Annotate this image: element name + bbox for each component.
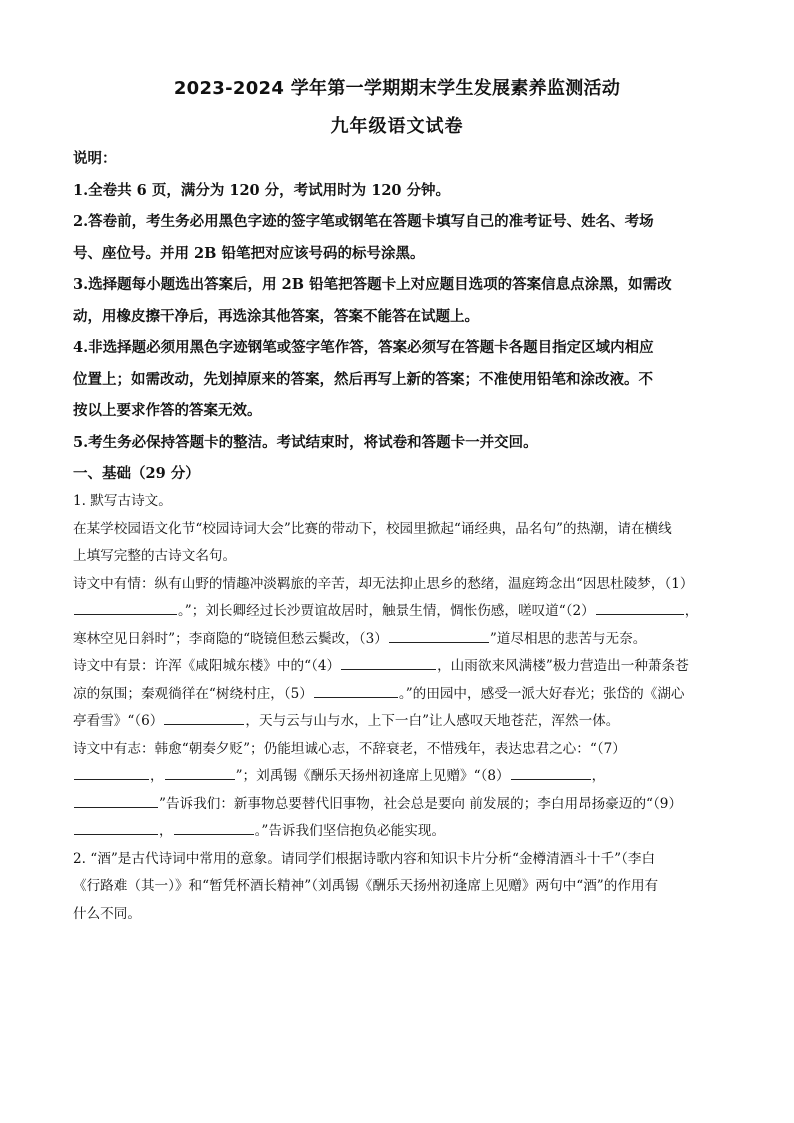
text-segment: ”；刘禹锡《酬乐天扬州初逢席上见赠》“（8） xyxy=(235,768,510,784)
question-2-text: 《行路难（其一）》和“暂凭杯酒长精神”（刘禹锡《酬乐天扬州初逢席上见赠》两句中“酒”的作用有 xyxy=(73,878,659,894)
answer-blank-9b[interactable] xyxy=(174,820,254,835)
question-2-text: 2. “酒”是古代诗词中常用的意象。请同学们根据诗歌内容和知识卡片分析“金樽清酒斗十千”（李白 xyxy=(73,850,656,867)
instruction-line: 按以上要求作答的答案无效。 xyxy=(73,402,262,419)
answer-blank-2[interactable] xyxy=(596,600,684,615)
question-text xyxy=(73,598,725,626)
text-segment: ，天与云与山与水，上下一白”让人感叹天地苍茫，浑然一体。 xyxy=(245,713,620,729)
question-text xyxy=(73,791,725,819)
text-segment: ， xyxy=(150,768,164,784)
page-subtitle: 九年级语文试卷 xyxy=(330,116,464,137)
instruction-line: 5.考生务必保持答题卡的整洁。考试结束时，将试卷和答题卡一并交回。 xyxy=(73,433,538,451)
answer-blank-4[interactable] xyxy=(341,655,436,670)
question-text xyxy=(73,763,725,791)
instructions-heading: 说明： xyxy=(73,150,117,167)
text-segment: ”告诉我们：新事物总要替代旧事物，社会总是要向 前发展的；李白用昂扬豪迈的“（9） xyxy=(159,795,683,812)
answer-blank-7a[interactable] xyxy=(74,765,149,780)
question-text xyxy=(73,626,725,654)
question-block xyxy=(73,488,725,928)
text-segment: ， xyxy=(159,823,173,839)
text-segment: ”道尽相思的悲苦与无奈。 xyxy=(489,630,647,647)
answer-blank-8b[interactable] xyxy=(74,793,158,808)
question-text xyxy=(73,681,725,709)
question-text xyxy=(73,708,725,736)
text-segment: 。”；刘长卿经过长沙贾谊故居时，触景生情，惆怅伤感，嗟叹道“（2） xyxy=(178,603,595,619)
question-text xyxy=(73,818,725,846)
instructions-block xyxy=(73,143,725,490)
question-2-text: 什么不同。 xyxy=(73,905,141,922)
question-text xyxy=(73,653,725,681)
text-segment: 诗文中有景：许浑《咸阳城东楼》中的“（4） xyxy=(73,658,341,674)
question-text: 在某学校园语文化节“校园诗词大会”比赛的带动下，校园里掀起“诵经典，品名句”的热潮，请在横线 xyxy=(73,520,672,537)
instruction-line: 号、座位号。并用 2B 铅笔把对应该号码的标号涂黑。 xyxy=(73,244,425,262)
answer-blank-6[interactable] xyxy=(164,710,244,725)
answer-blank-8a[interactable] xyxy=(511,765,591,780)
text-segment: ， xyxy=(684,603,699,619)
text-segment: 。”告诉我们坚信抱负必能实现。 xyxy=(254,823,446,839)
instruction-line: 2.答卷前，考生务必用黑色字迹的签字笔或钢笔在答题卡填写自己的准考证号、姓名、考场 xyxy=(73,213,654,230)
answer-blank-5[interactable] xyxy=(314,683,398,698)
answer-blank-7b[interactable] xyxy=(165,765,235,780)
question-1-label: 1. 默写古诗文。 xyxy=(73,493,172,509)
answer-blank-3[interactable] xyxy=(389,628,489,643)
answer-blank-1[interactable] xyxy=(74,600,177,615)
text-segment: 凉的氛围；秦观徜徉在“树绕村庄，（5） xyxy=(73,685,313,702)
question-text: 上填写完整的古诗文名句。 xyxy=(73,548,237,564)
instruction-line: 位置上；如需改动，先划掉原来的答案，然后再写上新的答案；不准使用铅笔和涂改液。不 xyxy=(73,370,653,388)
instruction-line: 1.全卷共 6 页，满分为 120 分，考试用时为 120 分钟。 xyxy=(73,181,451,199)
question-text: 诗文中有情：纵有山野的情趣冲淡羁旅的辛苦，却无法抑止思乡的愁绪，温庭筠念出“因思杜陵梦，（1） xyxy=(73,575,694,592)
page-title: 2023-2024 学年第一学期期末学生发展素养监测活动 xyxy=(173,78,621,99)
text-segment: 寒林空见日斜时”；李商隐的“晓镜但愁云鬓改，（3） xyxy=(73,630,388,647)
text-segment: ，山雨欲来风满楼”极力营造出一种萧条苍 xyxy=(437,658,689,674)
section-title: 一、基础（29 分） xyxy=(73,465,200,482)
question-text: 诗文中有志：韩愈“朝奏夕贬”；仍能坦诚心志，不辞衰老，不惜残年，表达忠君之心：“（7） xyxy=(73,740,626,757)
text-segment: 。”的田园中，感受一派大好春光；张岱的《湖心 xyxy=(398,685,685,702)
text-segment: 亭看雪》“（6） xyxy=(73,713,164,729)
text-segment: ， xyxy=(591,768,606,784)
instruction-line: 动，用橡皮擦干净后，再选涂其他答案，答案不能答在试题上。 xyxy=(73,307,479,325)
instruction-line: 4.非选择题必须用黑色字迹钢笔或签字笔作答，答案必须写在答题卡各题目指定区域内相应 xyxy=(73,339,654,356)
instruction-line: 3.选择题每小题选出答案后，用 2B 铅笔把答题卡上对应题目选项的答案信息点涂黑，如需改 xyxy=(73,276,672,293)
answer-blank-9a[interactable] xyxy=(74,820,158,835)
